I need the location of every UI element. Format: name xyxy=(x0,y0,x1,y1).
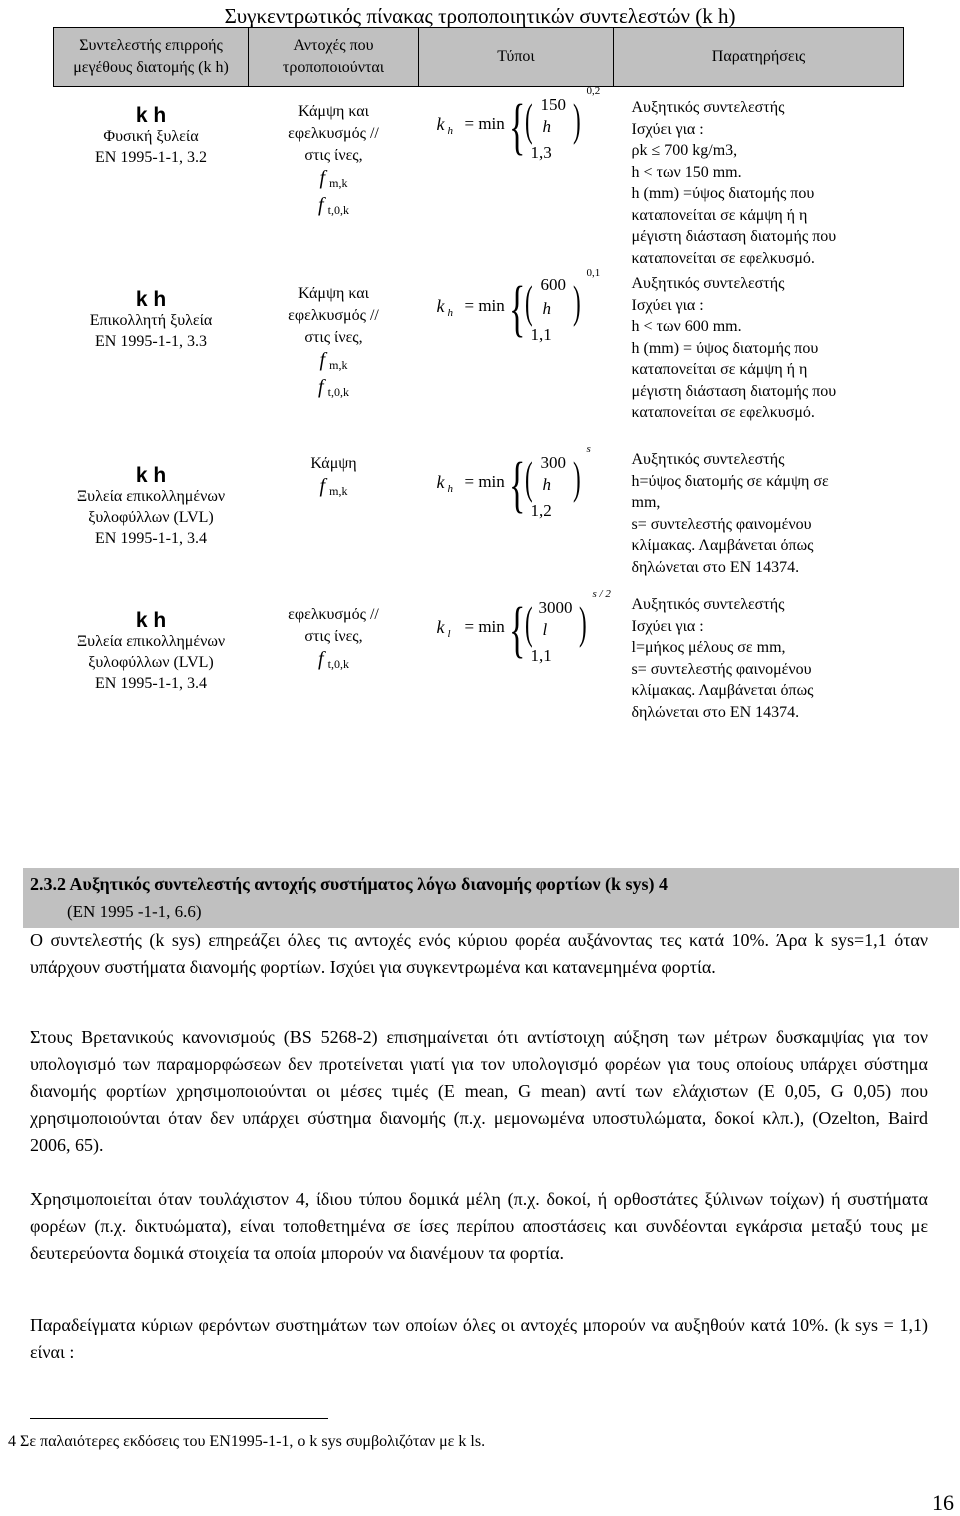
remark-line: l=μήκος μέλους σε mm, xyxy=(631,639,786,656)
formula-op: = min xyxy=(464,114,505,133)
formula-numerator: 600 xyxy=(540,275,566,294)
brace-icon: { xyxy=(508,93,525,161)
factor-name-2: ξυλοφύλλων (LVL) xyxy=(88,509,214,526)
remark-line: h (mm) = ύψος διατομής που xyxy=(631,339,819,357)
paren-left-icon: ( xyxy=(524,597,533,648)
factor-cell xyxy=(54,87,249,270)
table-row xyxy=(54,445,904,590)
paren-right-icon: ) xyxy=(572,276,581,327)
formula-cell xyxy=(419,590,614,755)
strength-line: στις ίνες, xyxy=(304,329,363,346)
formula xyxy=(421,87,612,187)
factor-cell xyxy=(54,269,249,445)
paragraph-3: Χρησιμοποιείται όταν τουλάχιστον 4, ίδιου τύπου δομικά μέλη (π.χ. δοκοί, ή ορθοστάτες ξύλινων τοίχων) ή συστήματα φορέων (π.χ. δικτυώματα), είναι τοποθετημένα σε ίσες περίπου αποστάσεις και συνδέονται εγκάρσια μεταξύ τους με δευτερεύοντα δομικά στοιχεία τα οποία μπορούν να διανέμουν τα φορτία. xyxy=(30,1189,928,1263)
factor-name: Επικολλητή ξυλεία xyxy=(89,312,213,329)
remark-line: h (mm) =ύψος διατομής που xyxy=(631,185,815,202)
table-row xyxy=(54,590,904,755)
remark-line: Αυξητικός συντελεστής xyxy=(631,275,785,292)
remarks-cell xyxy=(614,445,904,590)
remark-line: Ισχύει για : xyxy=(631,617,704,635)
formula-exponent: 0,2 xyxy=(586,85,601,97)
factor-symbol: k h xyxy=(135,464,167,487)
remark-line: Αυξητικός συντελεστής xyxy=(631,451,785,468)
remark-line: ρk ≤ 700 kg/m3, xyxy=(631,142,738,159)
formula-numerator: 150 xyxy=(540,95,566,114)
formula-lhs-sub: h xyxy=(447,307,453,319)
remark-line: Αυξητικός συντελεστής xyxy=(631,596,785,613)
strength-f-m: f m,k xyxy=(319,349,348,372)
section-heading-line2: (EN 1995 -1-1, 6.6) xyxy=(67,902,202,921)
strength-line: εφελκυσμός // xyxy=(288,125,379,142)
formula-lhs: k xyxy=(436,114,445,134)
paragraph-1: Ο συντελεστής (k sys) επηρεάζει όλες τις αντοχές ενός κύριου φορέα αυξάνοντας τες κατά 10%. Άρα k sys=1,1 όταν υπάρχουν συστήματα διανομής φορτίων. Ισχύει για συγκεντρωμένα και κατανεμημένα φορτία. xyxy=(30,930,928,977)
factor-symbol: k h xyxy=(135,104,167,127)
strength-f-t: f t,0,k xyxy=(318,376,349,399)
factor-standard: EN 1995-1-1, 3.4 xyxy=(95,675,207,692)
formula-denominator: h xyxy=(542,117,551,136)
table-row xyxy=(54,87,904,270)
strength-line: εφελκυσμός // xyxy=(288,307,379,324)
factor-standard: EN 1995-1-1, 3.2 xyxy=(95,149,207,166)
formula-limit: 1,1 xyxy=(530,325,552,344)
formula-lhs: k xyxy=(436,296,445,316)
footnote-rule xyxy=(30,1418,328,1419)
remark-line: h < των 150 mm. xyxy=(631,163,742,181)
factor-symbol: k h xyxy=(135,288,167,311)
remark-line: δηλώνεται στο EN 14374. xyxy=(631,703,800,721)
remark-line: s= συντελεστής φαινομένου xyxy=(631,515,812,533)
remarks-cell xyxy=(614,590,904,755)
remark-line: s= συντελεστής φαινομένου xyxy=(631,660,812,678)
remark-line: h=ύψος διατομής σε κάμψη σε xyxy=(631,472,829,490)
remarks-cell xyxy=(614,87,904,270)
page-title: Συγκεντρωτικός πίνακας τροποποιητικών συντελεστών (k h) xyxy=(224,4,736,28)
formula-cell xyxy=(419,445,614,590)
formula-op: = min xyxy=(464,472,505,491)
remark-line: mm, xyxy=(631,494,661,511)
formula-lhs-sub: h xyxy=(447,125,453,137)
strength-line: στις ίνες, xyxy=(304,147,363,164)
remark-line: δηλώνεται στο EN 14374. xyxy=(631,558,800,576)
header-factor: Συντελεστής επιρροής μεγέθους διατομής (k h) xyxy=(54,28,249,87)
factor-symbol: k h xyxy=(135,609,167,632)
remark-line: καταπονείται σε εφελκυσμό. xyxy=(631,404,815,421)
strength-f-t: f t,0,k xyxy=(318,194,349,217)
formula-lhs-sub: h xyxy=(447,483,453,495)
remarks-cell xyxy=(614,269,904,445)
remark-line: Ισχύει για : xyxy=(631,120,704,138)
formula-exponent: s xyxy=(586,443,591,455)
remark-line: Αυξητικός συντελεστής xyxy=(631,99,785,116)
strength-line: στις ίνες, xyxy=(304,628,363,645)
brace-icon: { xyxy=(508,596,525,664)
strength-line: Κάμψη και xyxy=(298,103,369,120)
remark-line: Ισχύει για : xyxy=(631,296,704,314)
factor-cell xyxy=(54,445,249,590)
factor-name: Ξυλεία επικολλημένων xyxy=(76,488,226,505)
header-remarks: Παρατηρήσεις xyxy=(614,28,904,87)
header-formulas: Τύποι xyxy=(419,28,614,87)
formula-denominator: l xyxy=(542,620,548,639)
strengths-cell xyxy=(249,590,419,755)
paragraph-2: Στους Βρετανικούς κανονισμούς (BS 5268-2) επισημαίνεται ότι αντίστοιχη αύξηση των μέτρων δυσκαμψίας για τον υπολογισμό των παραμορφώσεων δεν προτείνεται γιατί για τον υπολογισμό φορέων για τους οποίους υπάρχει σύστημα διανομής φορτίων χρησιμοποιούνται οι μέσες τιμές (E mean, G mean) αντί των ελάχιστων (E 0,05, G 0,05) που χρησιμοποιούνται όταν δεν υπάρχει σύστημα διανομής (π.χ. μεμονωμένα υποστυλώματα, δοκοί κλπ.), (Ozelton, Baird 2006, 65). xyxy=(30,1027,928,1155)
formula-exponent: 0,1 xyxy=(586,267,601,279)
paren-right-icon: ) xyxy=(572,452,581,503)
formula-limit: 1,2 xyxy=(530,501,552,520)
formula-lhs-sub: l xyxy=(447,628,451,640)
formula-numerator: 3000 xyxy=(538,598,573,617)
remark-line: μέγιστη διάσταση διατομής που xyxy=(631,228,837,245)
formula xyxy=(421,269,612,369)
footnote: 4 Σε παλαιότερες εκδόσεις του EN1995-1-1, ο k sys συμβολιζόταν με k ls. xyxy=(8,1433,486,1450)
strength-line: Κάμψη και xyxy=(298,285,369,302)
section-heading xyxy=(23,868,959,928)
formula xyxy=(421,590,612,690)
strengths-cell xyxy=(249,87,419,270)
page-number: 16 xyxy=(932,1490,954,1515)
remark-line: μέγιστη διάσταση διατομής που xyxy=(631,382,837,400)
factor-name: Ξυλεία επικολλημένων xyxy=(76,633,226,650)
paren-left-icon: ( xyxy=(524,452,533,503)
table-header-row xyxy=(54,28,904,87)
remark-line: h < των 600 mm. xyxy=(631,318,742,335)
strength-f-m: f m,k xyxy=(319,167,348,190)
formula-lhs: k xyxy=(436,472,445,492)
strength-f-t: f t,0,k xyxy=(318,648,349,671)
modification-factors-table xyxy=(53,27,904,755)
formula-denominator: h xyxy=(542,299,551,318)
header-strengths: Αντοχές που τροποποιούνται xyxy=(249,28,419,87)
remark-line: καταπονείται σε κάμψη ή η xyxy=(631,206,808,224)
factor-standard: EN 1995-1-1, 3.3 xyxy=(95,333,207,350)
formula-limit: 1,1 xyxy=(530,646,552,665)
strength-f-m: f m,k xyxy=(319,475,348,498)
factor-cell xyxy=(54,590,249,755)
formula-cell xyxy=(419,87,614,270)
formula-op: = min xyxy=(464,617,505,636)
formula-cell xyxy=(419,269,614,445)
section-heading-line1: 2.3.2 Αυξητικός συντελεστής αντοχής συστήματος λόγω διανομής φορτίων (k sys) 4 xyxy=(30,874,669,894)
remark-line: κλίμακας. Λαμβάνεται όπως xyxy=(631,537,814,554)
remark-line: κλίμακας. Λαμβάνεται όπως xyxy=(631,682,814,699)
strength-line: εφελκυσμός // xyxy=(288,606,379,623)
paren-right-icon: ) xyxy=(578,597,587,648)
strengths-cell xyxy=(249,269,419,445)
formula xyxy=(421,445,612,545)
factor-name: Φυσική ξυλεία xyxy=(103,128,199,145)
formula-numerator: 300 xyxy=(540,453,566,472)
brace-icon: { xyxy=(508,275,525,343)
factor-name-2: ξυλοφύλλων (LVL) xyxy=(88,654,214,671)
brace-icon: { xyxy=(508,451,525,519)
formula-denominator: h xyxy=(542,475,551,494)
strength-line: Κάμψη xyxy=(310,455,357,472)
paren-left-icon: ( xyxy=(524,94,533,145)
formula-lhs: k xyxy=(436,617,445,637)
paren-left-icon: ( xyxy=(524,276,533,327)
remark-line: καταπονείται σε εφελκυσμό. xyxy=(631,249,815,267)
factor-standard: EN 1995-1-1, 3.4 xyxy=(95,530,207,547)
formula-op: = min xyxy=(464,296,505,315)
remark-line: καταπονείται σε κάμψη ή η xyxy=(631,361,808,378)
table-row xyxy=(54,269,904,445)
paragraph-4: Παραδείγματα κύριων φερόντων συστημάτων των οποίων όλες οι αντοχές μπορούν να αυξηθούν κατά 10%. (k sys = 1,1) είναι : xyxy=(30,1315,928,1362)
paren-right-icon: ) xyxy=(572,94,581,145)
strengths-cell xyxy=(249,445,419,590)
formula-limit: 1,3 xyxy=(530,143,552,162)
formula-exponent: s / 2 xyxy=(592,588,611,600)
